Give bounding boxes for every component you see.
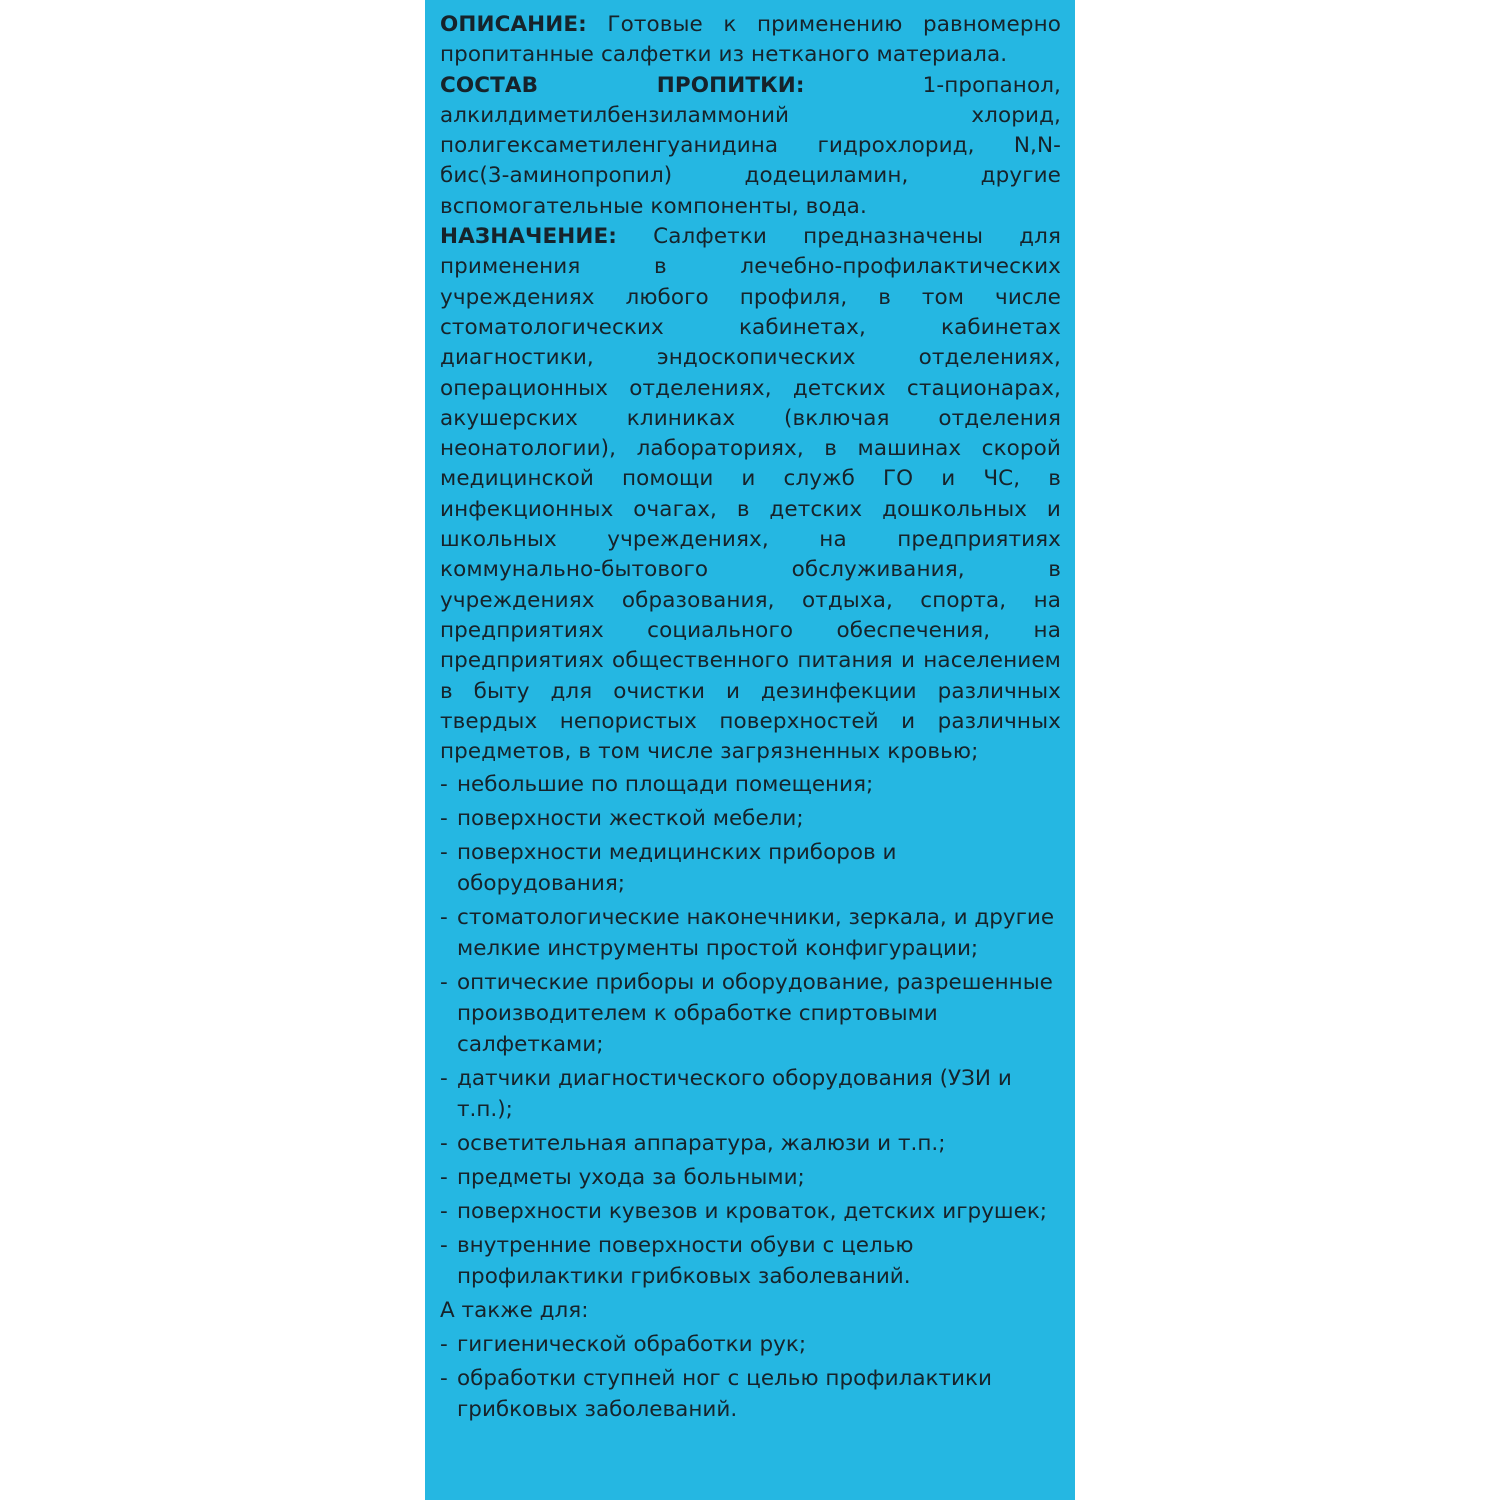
list-dash: -	[440, 1131, 448, 1157]
list-item-text: гигиенической обработки рук;	[457, 1332, 807, 1358]
list-item	[440, 837, 1061, 899]
list-dash: -	[440, 1066, 448, 1092]
list-item	[440, 1162, 1061, 1193]
list-item-text: осветительная аппаратура, жалюзи и т.п.;	[457, 1131, 946, 1157]
description-paragraph	[440, 10, 1061, 71]
list-item	[440, 1063, 1061, 1125]
list-item	[440, 902, 1061, 964]
list-dash: -	[440, 1332, 448, 1358]
also-list	[440, 1329, 1061, 1425]
list-item	[440, 1196, 1061, 1227]
composition-paragraph	[440, 71, 1061, 222]
list-item-text: внутренние поверхности обуви с целью профилактики грибковых заболеваний.	[457, 1233, 914, 1290]
list-item-text: оптические приборы и оборудование, разрешенные производителем к обработке спиртовыми салфетками;	[457, 970, 1053, 1058]
list-dash: -	[440, 1233, 448, 1259]
list-item	[440, 1363, 1061, 1425]
list-dash: -	[440, 1366, 448, 1392]
list-item-text: поверхности жесткой мебели;	[457, 806, 804, 832]
list-item-text: обработки ступней ног с целью профилактики грибковых заболеваний.	[457, 1366, 992, 1423]
list-dash: -	[440, 840, 448, 866]
composition-text: 1-пропанол, алкилдиметилбензиламмоний хлорид, полигексаметиленгуанидина гидрохлорид, N,N-бис(3-аминопропил) додециламин, другие вспомогательные компоненты, вода.	[440, 72, 1061, 219]
list-item-text: стоматологические наконечники, зеркала, и другие мелкие инструменты простой конфигурации;	[457, 905, 1055, 962]
list-dash: -	[440, 1199, 448, 1225]
label-panel	[425, 0, 1075, 1500]
list-dash: -	[440, 772, 448, 798]
list-item	[440, 967, 1061, 1060]
description-heading: ОПИСАНИЕ:	[440, 12, 587, 37]
list-item	[440, 1329, 1061, 1360]
list-item	[440, 803, 1061, 834]
list-item	[440, 1230, 1061, 1292]
list-item	[440, 1128, 1061, 1159]
list-dash: -	[440, 905, 448, 931]
also-label: А также для:	[440, 1298, 589, 1324]
description-text: Готовые к применению равномерно пропитанные салфетки из нетканого материала.	[440, 12, 1061, 68]
list-dash: -	[440, 970, 448, 996]
list-dash: -	[440, 806, 448, 832]
list-item-text: поверхности кувезов и кроваток, детских игрушек;	[457, 1199, 1048, 1225]
list-item-text: поверхности медицинских приборов и оборудования;	[457, 840, 897, 897]
list-item-text: небольшие по площади помещения;	[457, 772, 874, 798]
list-item-text: датчики диагностического оборудования (УЗИ и т.п.);	[457, 1066, 1012, 1123]
composition-heading: СОСТАВ ПРОПИТКИ:	[440, 72, 805, 98]
purpose-paragraph	[440, 222, 1061, 767]
surface-list	[440, 769, 1061, 1292]
list-dash: -	[440, 1165, 448, 1191]
list-item	[440, 769, 1061, 800]
purpose-heading: НАЗНАЧЕНИЕ:	[440, 224, 617, 250]
list-item-text: предметы ухода за больными;	[457, 1165, 805, 1191]
purpose-text: Салфетки предназначены для применения в лечебно-профилактических учреждениях любого профиля, в том числе стоматологических кабинетах, кабинетах диагностики, эндоскопических отделениях, операционных отделениях, детских стационарах, акушерских клиниках (включая отделения неонатологии), лабораториях, в машинах скорой медицинской помощи и служб ГО и ЧС, в инфекционных очагах, в детских дошкольных и школьных учреждениях, на предприятиях коммунально-бытового обслуживания, в учреждениях образования, отдыха, спорта, на предприятиях социального обеспечения, на предприятиях общественного питания и населением в быту для очистки и дезинфекции различных твердых непористых поверхностей и различных предметов, в том числе загрязненных кровью;	[440, 224, 1061, 765]
